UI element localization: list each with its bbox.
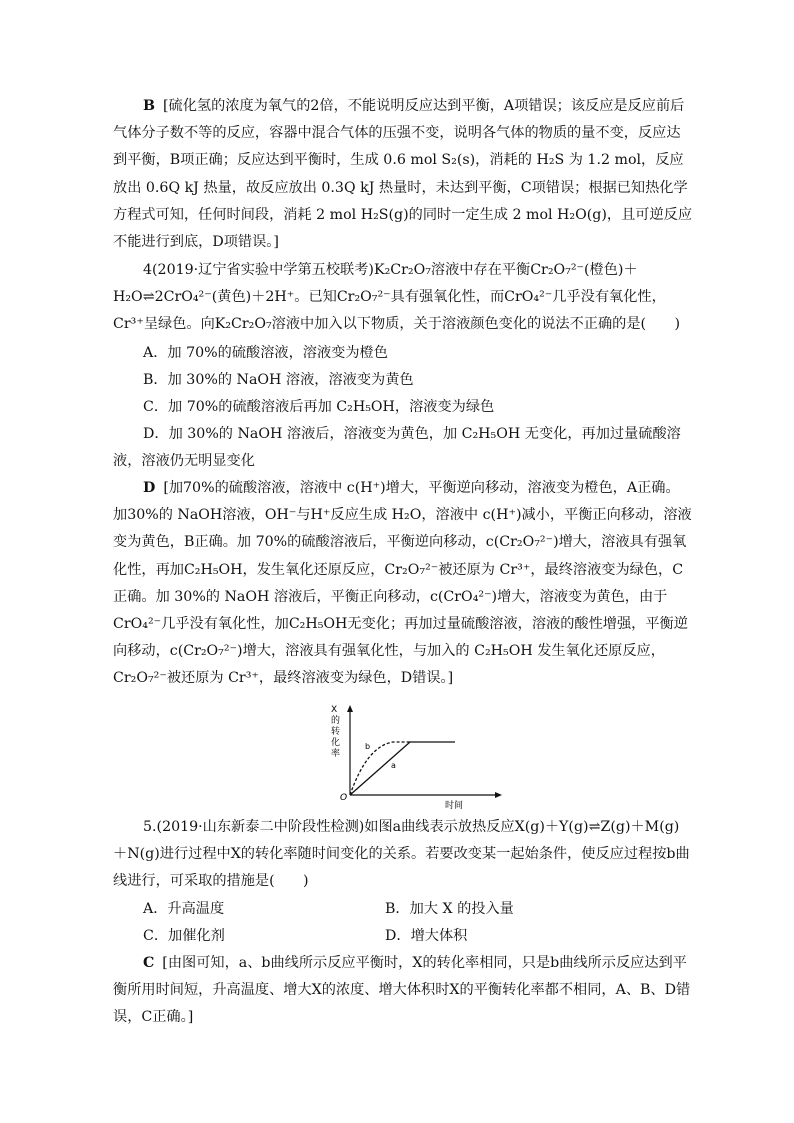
answer-explanation: [由图可知，a、b曲线所示反应平衡时，X的转化率相同，只是b曲线所示反应达到平衡所用时间短，升高温度、增大X的浓度、增大体积时X的平衡转化率都不相同，A、B、D错误，C正确。] bbox=[113, 955, 691, 1026]
q4-option-b: B．加 30%的 NaOH 溶液，溶液变为黄色 bbox=[143, 372, 414, 388]
answer-explanation: [加70%的硫酸溶液，溶液中 c(H⁺)增大，平衡逆向移动，溶液变为橙色，A正确。加30%的 NaOH溶液，OH⁻与H⁺反应生成 H₂O，溶液中 c(H⁺)减小，平衡正向移动，溶液变为黄色，B正确。加 70%的硫酸溶液后，平衡逆向移动，c(Cr₂O₇²⁻)增大，溶液具有强氧化性，再加C₂H₅OH，发生氧化还原反应，Cr₂O₇²⁻被还原为 Cr³⁺，最终溶液变为绿色，C 正确。加 30%的 NaOH 溶液后，平衡正向移动，c(CrO₄²⁻)增大，溶液变为黄色，由于 CrO₄²⁻几乎没有氧化性，加C₂H₅OH无变化；再加过量硫酸溶液，溶液的酸性增强，平衡逆向移动，c(Cr₂O₇²⁻)增大，溶液具有强氧化性，与加入的 C₂H₅OH 发生氧化还原反应，Cr₂O₇²⁻被还原为 Cr³⁺，最终溶液变为绿色，D错误。] bbox=[113, 480, 692, 687]
conversion-chart-svg bbox=[305, 700, 505, 810]
y-axis-label-3: 转 bbox=[331, 727, 341, 737]
curve-b-label: b bbox=[365, 742, 371, 751]
x-axis-arrow bbox=[495, 792, 502, 798]
q5-option-a: A．升高温度 bbox=[143, 901, 225, 917]
q3-answer-paragraph bbox=[113, 93, 693, 256]
q4-answer-paragraph bbox=[113, 475, 693, 693]
q5-option-c: C．加催化剂 bbox=[143, 928, 225, 944]
q4-stem: 4(2019·辽宁省实验中学第五校联考)K₂Cr₂O₇溶液中存在平衡Cr₂O₇²⁻(橙色)＋H₂O⇌2CrO₄²⁻(黄色)＋2H⁺。已知Cr₂O₇²⁻具有强氧化性，而CrO₄²⁻几乎没有氧化性，Cr³⁺呈绿色。向K₂Cr₂O₇溶液中加入以下物质，关于溶液颜色变化的说法不正确的是( ) bbox=[113, 262, 681, 333]
y-axis-label-5: 率 bbox=[331, 749, 341, 759]
q5-option-b: B．加大 X 的投入量 bbox=[385, 901, 514, 917]
q5-option-d: D．增大体积 bbox=[385, 928, 468, 944]
y-axis-label-1: X bbox=[331, 705, 338, 715]
q5-answer-paragraph bbox=[113, 950, 693, 1032]
origin-label: O bbox=[340, 793, 348, 803]
curve-a-label: a bbox=[391, 761, 396, 770]
conversion-rate-figure bbox=[305, 700, 505, 810]
q4-option-c: C．加 70%的硫酸溶液后再加 C₂H₅OH，溶液变为绿色 bbox=[143, 399, 495, 415]
q5-stem: 5.(2019·山东新泰二中阶段性检测)如图a曲线表示放热反应X(g)＋Y(g)⇌Z(g)＋M(g)＋N(g)进行过程中X的转化率随时间变化的关系。若要改变某一起始条件，使反应过程按b曲线进行，可采取的措施是( ) bbox=[113, 819, 690, 890]
answer-letter: C bbox=[143, 955, 155, 971]
answer-letter: B bbox=[143, 98, 155, 114]
answer-letter: D bbox=[143, 480, 156, 496]
x-axis-label: 时间 bbox=[445, 801, 464, 810]
answer-explanation: [硫化氢的浓度为氧气的2倍，不能说明反应达到平衡，A项错误；该反应是反应前后气体分子数不等的反应，容器中混合气体的压强不变，说明各气体的物质的量不变，反应达到平衡，B项正确；反应达到平衡时，生成 0.6 mol S₂(s)，消耗的 H₂S 为 1.2 mol，反应放出 0.6Q kJ 热量，故反应放出 0.3Q kJ 热量时，未达到平衡，C项错误；根据已知热化学方程式可知，任何时间段，消耗 2 mol H₂S(g)的同时一定生成 2 mol H₂O(g)，且可逆反应不能进行到底，D项错误。] bbox=[113, 98, 693, 251]
q4-option-a: A．加 70%的硫酸溶液，溶液变为橙色 bbox=[143, 345, 388, 361]
q4-option-d: D．加 30%的 NaOH 溶液后，溶液变为黄色，加 C₂H₅OH 无变化，再加过量硫酸溶液，溶液仍无明显变化 bbox=[113, 426, 681, 470]
y-axis-label-4: 化 bbox=[331, 738, 341, 748]
y-axis-label-2: 的 bbox=[331, 716, 341, 726]
y-axis-arrow bbox=[347, 705, 353, 712]
